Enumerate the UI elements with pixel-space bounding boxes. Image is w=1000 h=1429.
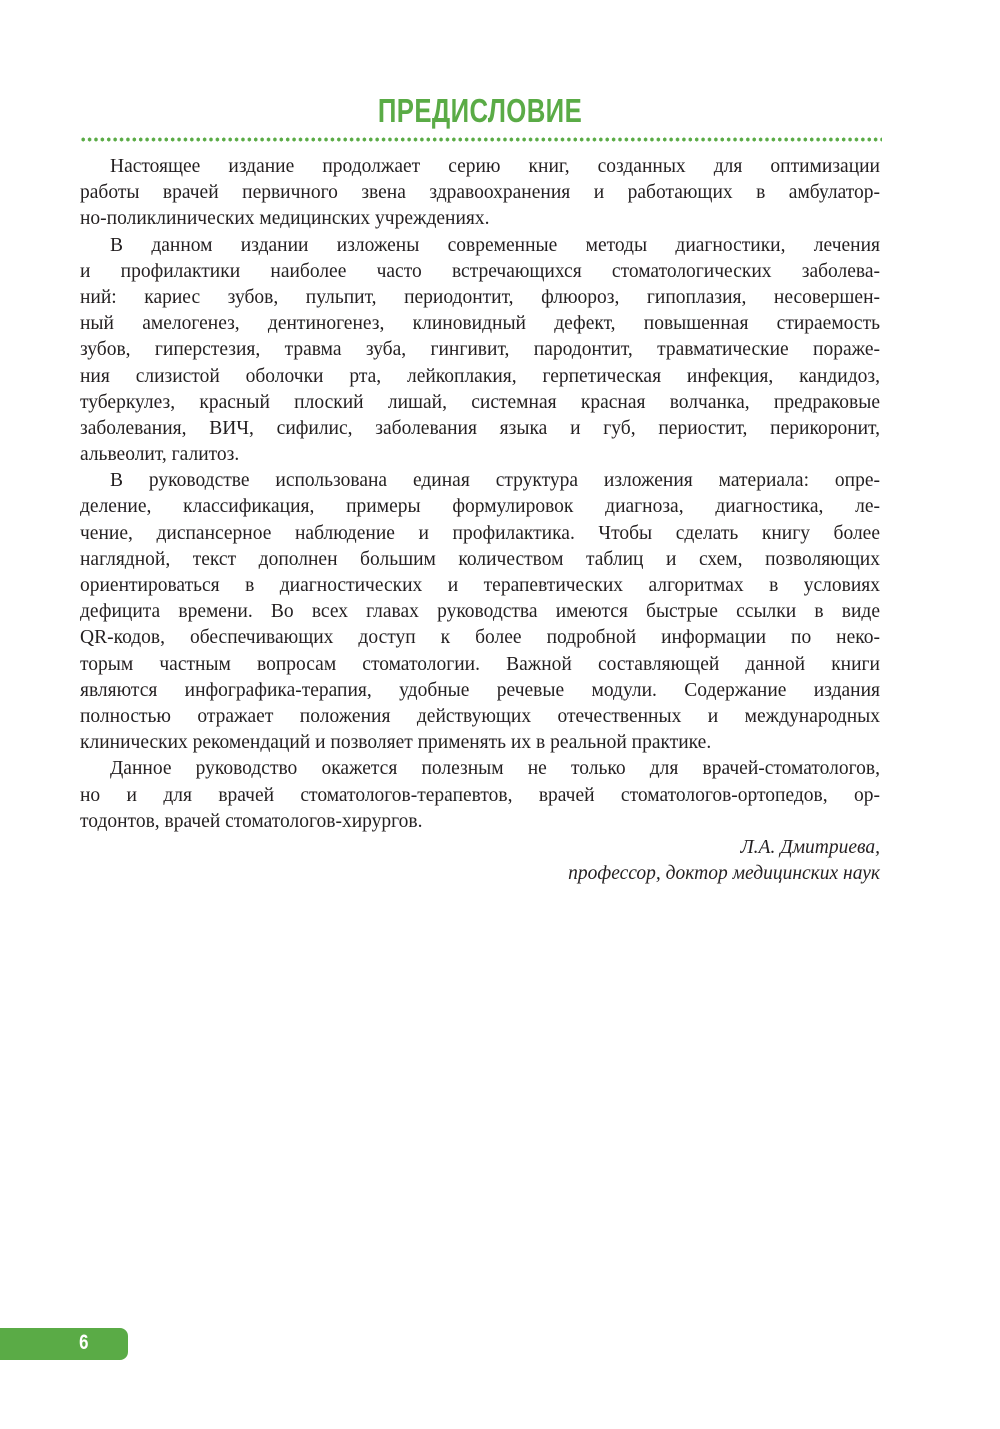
paragraph: [80, 756, 880, 835]
text-line: являются инфографика-терапия, удобные речевые модули. Содержание издания: [80, 679, 880, 701]
text-line: полностью отражает положения действующих отечественных и международных: [80, 705, 880, 727]
text-line: чение, диспансерное наблюдение и профилактика. Чтобы сделать книгу более: [80, 522, 880, 544]
page-title: ПРЕДИСЛОВИЕ: [377, 92, 583, 129]
text-line: QR-кодов, обеспечивающих доступ к более подробной информации по неко-: [80, 627, 880, 649]
preface-body: [80, 154, 880, 887]
text-line: ориентироваться в диагностических и терапевтических алгоритмах в условиях: [80, 575, 880, 596]
paragraph: [80, 468, 880, 756]
page-number-tab: [0, 1328, 128, 1360]
signature-title: профессор, доктор медицинских наук: [568, 863, 880, 885]
text-line: но-поликлинических медицинских учреждениях.: [80, 208, 490, 230]
text-line: деление, классификация, примеры формулировок диагноза, диагностика, ле-: [80, 496, 880, 518]
text-line: тодонтов, врачей стоматологов-хирургов.: [80, 810, 423, 832]
text-line: туберкулез, красный плоский лишай, системная красная волчанка, предраковые: [80, 391, 880, 413]
text-line: клинических рекомендаций и позволяет применять их в реальной практике.: [80, 732, 712, 754]
text-line: но и для врачей стоматологов-терапевтов, врачей стоматологов-ортопедов, ор-: [80, 784, 880, 806]
text-line: Настоящее издание продолжает серию книг, созданных для оптимизации: [110, 156, 880, 177]
paragraph: [80, 233, 880, 469]
text-line: ний: кариес зубов, пульпит, периодонтит, флюороз, гипоплазия, несовершен-: [80, 286, 880, 308]
paragraphs: [80, 154, 880, 835]
page-number: 6: [79, 1331, 89, 1354]
text-line: заболевания, ВИЧ, сифилис, заболевания языка и губ, периостит, перикоронит,: [80, 417, 880, 439]
text-line: Данное руководство окажется полезным не только для врачей-стоматологов,: [110, 758, 880, 780]
dotted-divider: [80, 137, 882, 142]
text-line: ный амелогенез, дентиногенез, клиновидный дефект, повышенная стираемость: [80, 313, 880, 335]
paragraph: [80, 154, 880, 233]
text-line: дефицита времени. Во всех главах руководства имеются быстрые ссылки в виде: [80, 601, 880, 623]
text-line: наглядной, текст дополнен большим количеством таблиц и схем, позволяющих: [80, 548, 880, 570]
text-line: В руководстве использована единая структура изложения материала: опре-: [110, 470, 880, 492]
text-line: зубов, гиперстезия, травма зуба, гингивит, пародонтит, травматические пораже-: [80, 339, 880, 361]
text-line: альвеолит, галитоз.: [80, 444, 240, 466]
text-line: В данном издании изложены современные методы диагностики, лечения: [110, 234, 880, 256]
text-line: работы врачей первичного звена здравоохранения и работающих в амбулатор-: [80, 182, 880, 204]
signature-name: Л.А. Дмитриева,: [740, 836, 880, 858]
text-line: торым частным вопросам стоматологии. Важной составляющей данной книги: [80, 653, 880, 675]
text-line: ния слизистой оболочки рта, лейкоплакия, герпетическая инфекция, кандидоз,: [80, 365, 880, 387]
text-line: и профилактики наиболее часто встречающихся стоматологических заболева-: [80, 260, 880, 282]
